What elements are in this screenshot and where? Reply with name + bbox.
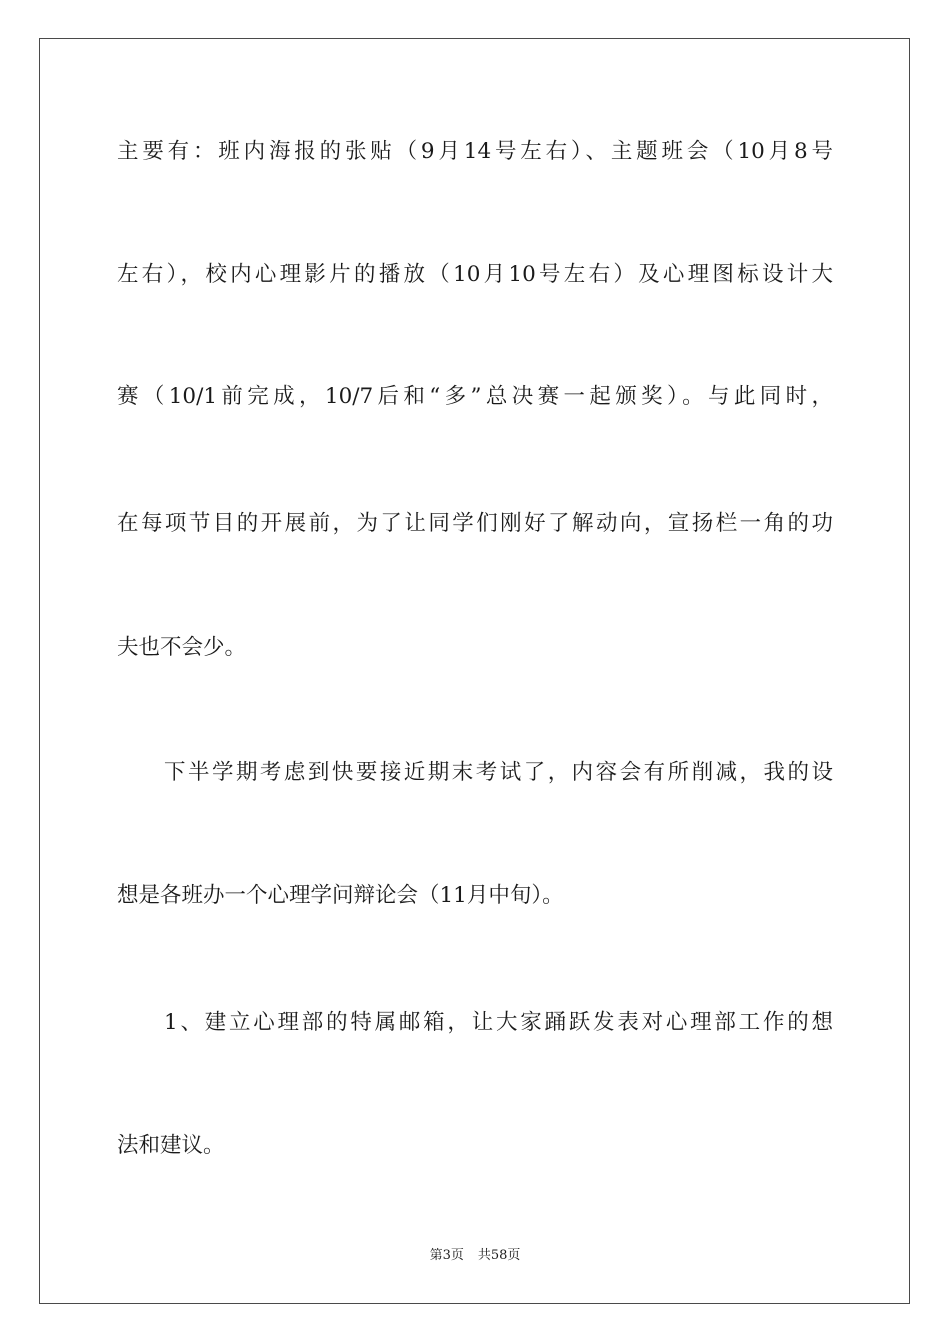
- page-footer: [0, 1246, 950, 1266]
- body-text-line: 左右），校内心理影片的播放（10月10号左右）及心理图标设计大: [117, 262, 833, 287]
- body-text-line: 法和建议。: [117, 1133, 225, 1158]
- paragraph-first-line: 下半学期考虑到快要接近期末考试了，内容会有所削减，我的设: [164, 760, 833, 785]
- body-text-line: 主要有：班内海报的张贴（9月14号左右）、主题班会（10月8号: [117, 139, 833, 164]
- page-number: 第3页: [429, 1248, 464, 1263]
- page-total: 共58页: [477, 1248, 521, 1263]
- body-text-line: 赛（10/1前完成，10/7后和“多”总决赛一起颁奖）。与此同时，: [117, 384, 833, 409]
- body-text-line: 在每项节目的开展前，为了让同学们刚好了解动向，宣扬栏一角的功: [117, 511, 833, 536]
- paragraph-first-line: 1、建立心理部的特属邮箱，让大家踊跃发表对心理部工作的想: [164, 1010, 833, 1035]
- body-text-line: 夫也不会少。: [117, 635, 247, 660]
- page-border: [39, 38, 910, 1304]
- body-text-line: 想是各班办一个心理学问辩论会（11月中旬）。: [117, 883, 564, 908]
